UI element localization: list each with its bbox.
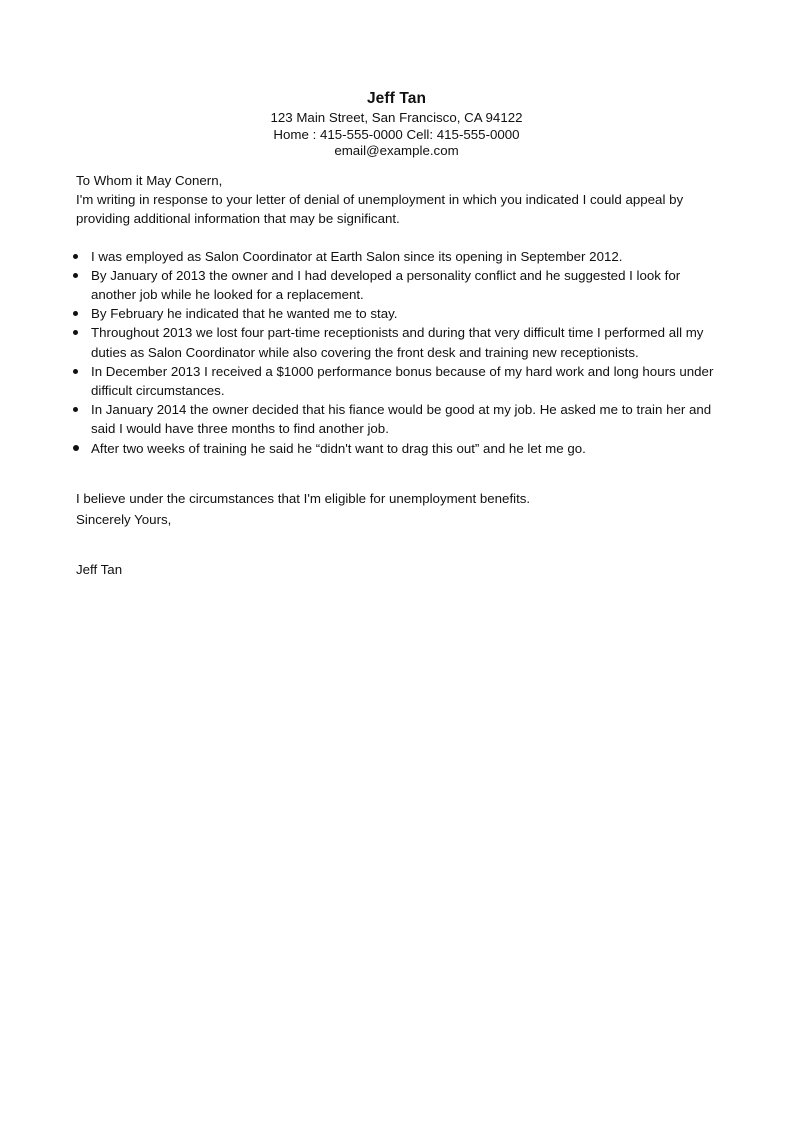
list-item-text: Throughout 2013 we lost four part-time receptionists and during that very difficult time I performed all my duties as Salon Coordinator while also covering the front desk and training new receptionists. bbox=[91, 325, 704, 360]
list-item bbox=[76, 362, 726, 400]
signature: Jeff Tan bbox=[76, 561, 123, 577]
list-item-text: In January 2014 the owner decided that his fiance would be good at my job. He asked me to train her and said I would have three months to find another job. bbox=[91, 402, 712, 437]
closing-paragraph: I believe under the circumstances that I'm eligible for unemployment benefits. bbox=[76, 490, 531, 506]
list-item bbox=[76, 400, 726, 438]
sender-phones: Home : 415-555-0000 Cell: 415-555-0000 bbox=[273, 126, 520, 142]
bullet-icon bbox=[73, 330, 78, 335]
list-item-text: By February he indicated that he wanted me to stay. bbox=[91, 306, 398, 322]
letter-header bbox=[0, 88, 793, 160]
list-item-text: After two weeks of training he said he “didn't want to drag this out” and he let me go. bbox=[91, 440, 586, 456]
intro-paragraph: I'm writing in response to your letter of denial of unemployment in which you indicated I could appeal by providing additional information that may be significant. bbox=[76, 192, 684, 227]
points-list bbox=[76, 247, 726, 458]
list-item-text: I was employed as Salon Coordinator at Earth Salon since its opening in September 2012. bbox=[91, 248, 623, 264]
sender-name: Jeff Tan bbox=[366, 90, 427, 107]
bullet-icon bbox=[73, 369, 78, 374]
list-item bbox=[76, 304, 726, 323]
sender-address: 123 Main Street, San Francisco, CA 94122 bbox=[270, 110, 523, 125]
list-item bbox=[76, 266, 726, 304]
sender-email: email@example.com bbox=[334, 143, 459, 158]
bullet-icon bbox=[73, 445, 79, 451]
bullet-icon bbox=[73, 311, 78, 316]
list-item-text: In December 2013 I received a $1000 performance bonus because of my hard work and long hours under difficult circumstances. bbox=[91, 363, 714, 399]
signoff: Sincerely Yours, bbox=[76, 511, 172, 527]
list-item bbox=[76, 439, 726, 458]
bullet-icon bbox=[73, 407, 78, 412]
list-item bbox=[76, 323, 726, 361]
bullet-icon bbox=[73, 254, 78, 259]
letter-body bbox=[76, 171, 726, 579]
list-item-text: By January of 2013 the owner and I had developed a personality conflict and he suggested I look for another job while he looked for a replacement. bbox=[91, 267, 681, 303]
bullet-icon bbox=[73, 273, 78, 278]
greeting: To Whom it May Conern, bbox=[76, 173, 223, 188]
list-item bbox=[76, 247, 726, 266]
